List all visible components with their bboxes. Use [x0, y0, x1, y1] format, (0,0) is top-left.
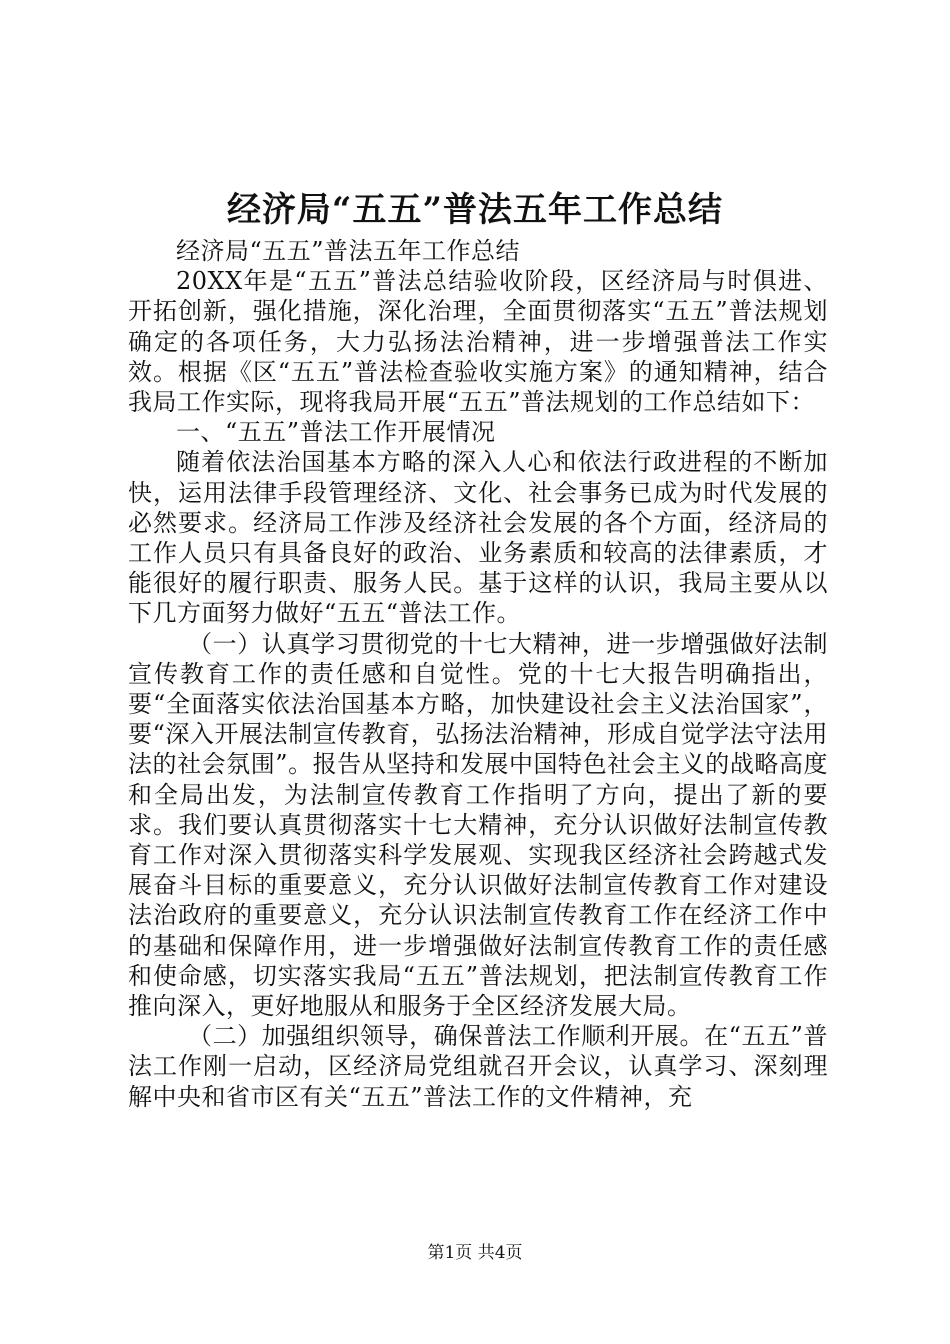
document-body [128, 236, 828, 1112]
document-title: 经济局“五五”普法五年工作总结 [226, 190, 724, 230]
body-paragraph: （一）认真学习贯彻党的十七大精神，进一步增强做好法制宣传教育工作的责任感和自觉性。党的十七大报告明确指出，要“全面落实依法治国基本方略，加快建设社会主义法治国家”，要“深入开展法制宣传教育，弘扬法治精神，形成自觉学法守法用法的社会氛围”。报告从坚持和发展中国特色社会主义的战略高度和全局出发，为法制宣传教育工作指明了方向，提出了新的要求。我们要认真贯彻落实十七大精神，充分认识做好法制宣传教育工作对深入贯彻落实科学发展观、实现我区经济社会跨越式发展奋斗目标的重要意义，充分认识做好法制宣传教育工作对建设法治政府的重要意义，充分认识法制宣传教育工作在经济工作中的基础和保障作用，进一步增强做好法制宣传教育工作的责任感和使命感，切实落实我局“五五”普法规划，把法制宣传教育工作推向深入，更好地服从和服务于全区经济发展大局。 [128, 629, 828, 1021]
body-paragraph: 随着依法治国基本方略的深入人心和依法行政进程的不断加快，运用法律手段管理经济、文化、社会事务已成为时代发展的必然要求。经济局工作涉及经济社会发展的各个方面，经济局的工作人员只有具备良好的政治、业务素质和较高的法律素质，才能很好的履行职责、服务人民。基于这样的认识，我局主要从以下几方面努力做好“五五“普法工作。 [128, 448, 828, 628]
section-heading: 一、“五五”普法工作开展情况 [176, 418, 496, 447]
page-number: 第1页 共4页 [427, 1243, 523, 1263]
intro-paragraph: 20XX年是“五五”普法总结验收阶段，区经济局与时俱进、开拓创新，强化措施，深化治理，全面贯彻落实“五五”普法规划确定的各项任务，大力弘扬法治精神，进一步增强普法工作实效。根据《区“五五”普法检查验收实施方案》的通知精神，结合我局工作实际，现将我局开展“五五”普法规划的工作总结如下： [128, 267, 828, 417]
subtitle-paragraph: 经济局“五五”普法五年工作总结 [176, 237, 521, 265]
body-paragraph: （二）加强组织领导，确保普法工作顺利开展。在“五五”普法工作刚一启动，区经济局党组就召开会议，认真学习、深刻理解中央和省市区有关“五五”普法工作的文件精神，充 [128, 1022, 828, 1111]
